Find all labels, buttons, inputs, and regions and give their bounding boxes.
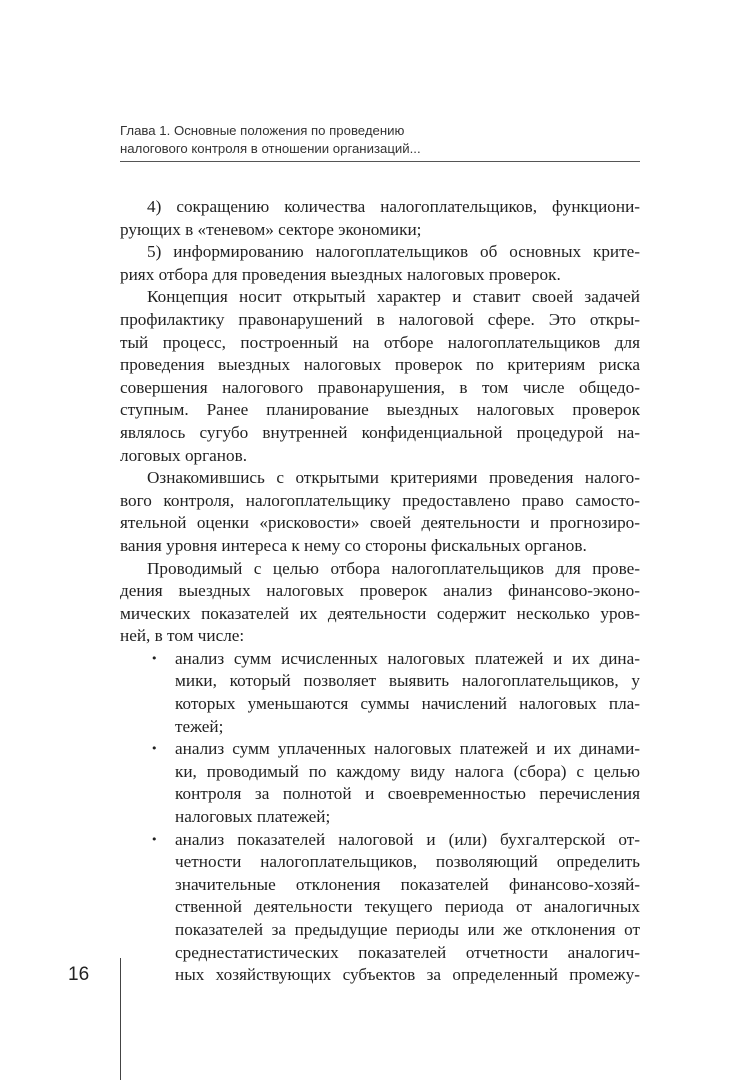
text-line: мики, который позволяет выявить налогоплательщиков, у <box>175 671 640 691</box>
text-line: четности налогоплательщиков, позволяющий определить <box>175 852 640 872</box>
text-line: которых уменьшаются суммы начислений налоговых пла- <box>175 694 640 714</box>
text-line: ки, проводимый по каждому виду налога (сбора) с целью <box>175 761 640 781</box>
bullet-icon: • <box>151 651 158 665</box>
list-item <box>120 738 640 828</box>
text-line: являлось сугубо внутренней конфиденциальной процедурой на- <box>120 422 640 442</box>
footer-margin-rule <box>120 958 121 1080</box>
paragraph-item-4 <box>120 196 640 241</box>
bullet-list <box>120 648 640 987</box>
running-header-line-2: налогового контроля в отношении организаций... <box>120 141 421 156</box>
paragraph-criteria <box>120 467 640 557</box>
text-line: тежей; <box>175 716 224 736</box>
text-line: тый процесс, построенный на отборе налогоплательщиков для <box>120 332 640 352</box>
body-text <box>120 196 640 987</box>
text-line: вания уровня интереса к нему со стороны фискальных органов. <box>120 535 587 555</box>
text-line: анализ показателей налоговой и (или) бухгалтерской от- <box>175 829 640 849</box>
list-item <box>120 829 640 987</box>
text-line: среднестатистических показателей отчетности аналогич- <box>175 942 640 962</box>
text-line: проведения выездных налоговых проверок по критериям риска <box>120 355 640 375</box>
text-line: анализ сумм уплаченных налоговых платежей и их динами- <box>175 739 640 759</box>
text-line: рующих в «теневом» секторе экономики; <box>120 219 422 239</box>
text-line: ственной деятельности текущего периода от аналогичных <box>175 897 640 917</box>
text-line: контроля за полнотой и своевременностью перечисления <box>175 784 640 804</box>
paragraph-item-5 <box>120 241 640 286</box>
text-line: мических показателей их деятельности содержит несколько уров- <box>120 603 640 623</box>
paragraph-analysis-levels <box>120 558 640 648</box>
list-item <box>120 648 640 738</box>
text-line: риях отбора для проведения выездных налоговых проверок. <box>120 264 561 284</box>
text-line: совершения налогового правонарушения, в том числе общедо- <box>120 377 640 397</box>
text-line: 4) сокращению количества налогоплательщиков, функциони- <box>147 197 640 216</box>
text-line: налоговых платежей; <box>175 807 331 827</box>
bullet-icon: • <box>151 742 158 756</box>
text-line: ней, в том числе: <box>120 626 245 646</box>
text-line: 5) информированию налогоплательщиков об основных крите- <box>147 242 640 262</box>
text-line: логовых органов. <box>120 445 248 465</box>
text-line: ятельной оценки «рисковости» своей деятельности и прогнозиро- <box>120 513 640 533</box>
text-line: профилактику правонарушений в налоговой сфере. Это откры- <box>120 309 640 329</box>
paragraph-concept <box>120 286 640 467</box>
text-line: Ознакомившись с открытыми критериями проведения налого- <box>147 468 640 488</box>
text-line: дения выездных налоговых проверок анализ финансово-эконо- <box>120 581 640 601</box>
text-line: Концепция носит открытый характер и ставит своей задачей <box>147 287 640 307</box>
page-number: 16 <box>68 964 90 985</box>
text-line: ступным. Ранее планирование выездных налоговых проверок <box>120 400 640 420</box>
text-line: Проводимый с целью отбора налогоплательщиков для прове- <box>147 558 640 578</box>
text-line: показателей за предыдущие периоды или же отклонения от <box>175 920 640 939</box>
text-line: значительные отклонения показателей финансово-хозяй- <box>175 874 640 894</box>
running-header <box>120 122 640 158</box>
text-line: анализ сумм исчисленных налоговых платежей и их дина- <box>175 648 640 668</box>
header-divider <box>120 161 640 162</box>
bullet-icon: • <box>151 832 158 846</box>
text-line: ных хозяйствующих субъектов за определенный промежу- <box>175 965 640 985</box>
running-header-line-1: Глава 1. Основные положения по проведению <box>120 123 405 138</box>
text-line: вого контроля, налогоплательщику предоставлено право самосто- <box>120 490 640 510</box>
